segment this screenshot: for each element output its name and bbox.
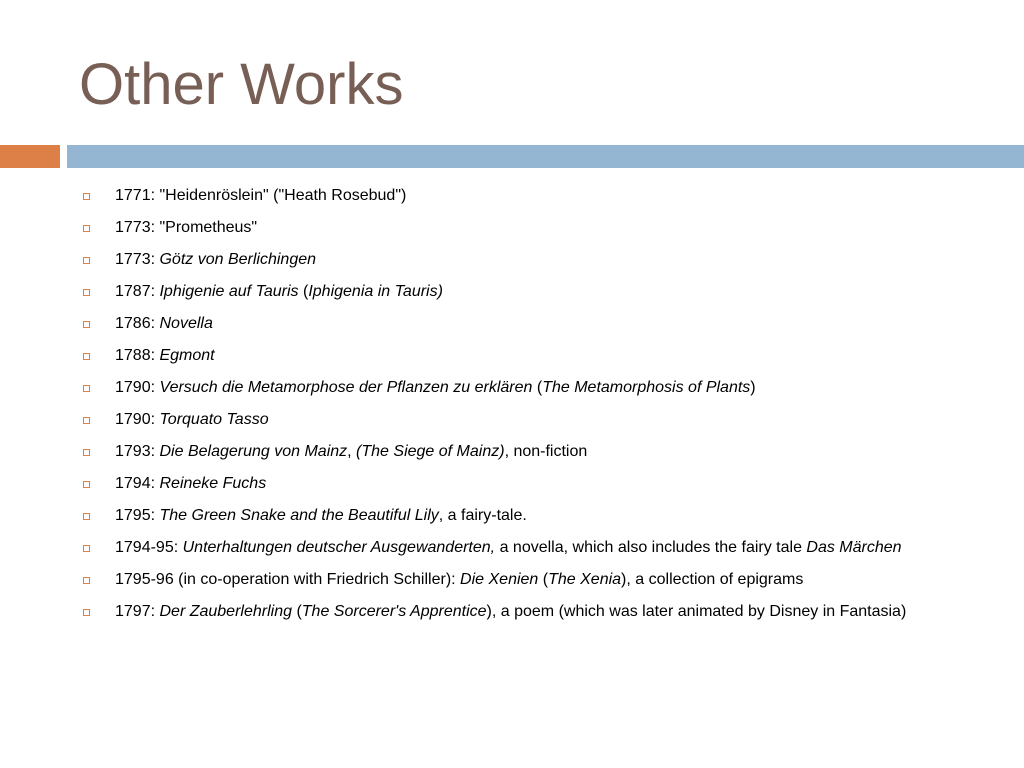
item-text: 1771: "Heidenröslein" ("Heath Rosebud") <box>115 187 407 204</box>
hollow-square-icon <box>83 385 90 392</box>
item-text: 1795: <box>115 507 160 524</box>
hollow-square-icon <box>83 257 90 264</box>
list-item <box>0 345 1024 367</box>
list-item <box>0 473 1024 495</box>
item-text: 1790: <box>115 379 160 396</box>
italic-title-text: Der Zauberlehrling <box>159 603 292 620</box>
italic-title-text: Das Märchen <box>806 539 902 556</box>
hollow-square-icon <box>83 321 90 328</box>
italic-title-text: Götz von Berlichingen <box>159 251 317 268</box>
item-text: 1773: "Prometheus" <box>115 219 258 236</box>
item-text: 1794: <box>115 475 160 492</box>
hollow-square-icon <box>83 609 90 616</box>
list-item <box>0 185 1024 207</box>
italic-title-text: Novella <box>159 315 213 332</box>
hollow-square-icon <box>83 225 90 232</box>
italic-title-text: The Xenia <box>548 571 622 588</box>
italic-title-text: Iphigenie auf Tauris <box>159 283 299 300</box>
item-text: 1773: <box>115 251 160 268</box>
list-item <box>0 505 1024 527</box>
hollow-square-icon <box>83 289 90 296</box>
item-text: ( <box>538 571 549 588</box>
hollow-square-icon <box>83 545 90 552</box>
item-text: 1790: <box>115 411 160 428</box>
italic-title-text: The Sorcerer's Apprentice <box>301 603 487 620</box>
slide-title: Other Works <box>79 52 404 117</box>
italic-title-text: Die Belagerung von Mainz <box>159 443 348 460</box>
list-item <box>0 601 1024 623</box>
italic-title-text: The Metamorphosis of Plants <box>542 379 751 396</box>
item-text: 1787: <box>115 283 160 300</box>
item-text: 1793: <box>115 443 160 460</box>
item-text: , a fairy-tale. <box>438 507 527 524</box>
hollow-square-icon <box>83 481 90 488</box>
list-item <box>0 537 1024 559</box>
list-item <box>0 377 1024 399</box>
accent-bar-orange <box>0 145 60 168</box>
item-text: ), a poem (which was later animated by Disney in Fantasia) <box>486 603 907 620</box>
italic-title-text: Egmont <box>159 347 215 364</box>
italic-title-text: The Green Snake and the Beautiful Lily <box>159 507 439 524</box>
item-text: ( <box>532 379 543 396</box>
italic-title-text: (The Siege of Mainz) <box>356 443 505 460</box>
list-item <box>0 313 1024 335</box>
list-item <box>0 249 1024 271</box>
list-item <box>0 441 1024 463</box>
item-text: 1794-95: <box>115 539 183 556</box>
item-text: 1788: <box>115 347 160 364</box>
italic-title-text: Unterhaltungen deutscher Ausgewanderten, <box>182 539 496 556</box>
list-item <box>0 217 1024 239</box>
item-text: ) <box>750 379 756 396</box>
item-text: , non-fiction <box>504 443 588 460</box>
italic-title-text: Versuch die Metamorphose der Pflanzen zu erklären <box>159 379 533 396</box>
hollow-square-icon <box>83 417 90 424</box>
item-text: ( <box>298 283 309 300</box>
accent-bar-blue <box>67 145 1024 168</box>
item-text: ( <box>292 603 302 620</box>
italic-title-text: Reineke Fuchs <box>159 475 267 492</box>
list-item <box>0 409 1024 431</box>
item-text: a novella, which also includes the fairy tale <box>495 539 807 556</box>
hollow-square-icon <box>83 513 90 520</box>
item-text: 1786: <box>115 315 160 332</box>
italic-title-text: Torquato Tasso <box>159 411 269 428</box>
italic-title-text: Die Xenien <box>460 571 539 588</box>
list-item <box>0 569 1024 591</box>
italic-title-text: Iphigenia in Tauris) <box>308 283 443 300</box>
item-text: , <box>347 443 357 460</box>
hollow-square-icon <box>83 353 90 360</box>
hollow-square-icon <box>83 193 90 200</box>
bullet-list <box>0 185 1024 633</box>
item-text: 1797: <box>115 603 160 620</box>
list-item <box>0 281 1024 303</box>
hollow-square-icon <box>83 449 90 456</box>
hollow-square-icon <box>83 577 90 584</box>
item-text: 1795-96 (in co-operation with Friedrich Schiller): <box>115 571 461 588</box>
item-text: ), a collection of epigrams <box>621 571 804 588</box>
